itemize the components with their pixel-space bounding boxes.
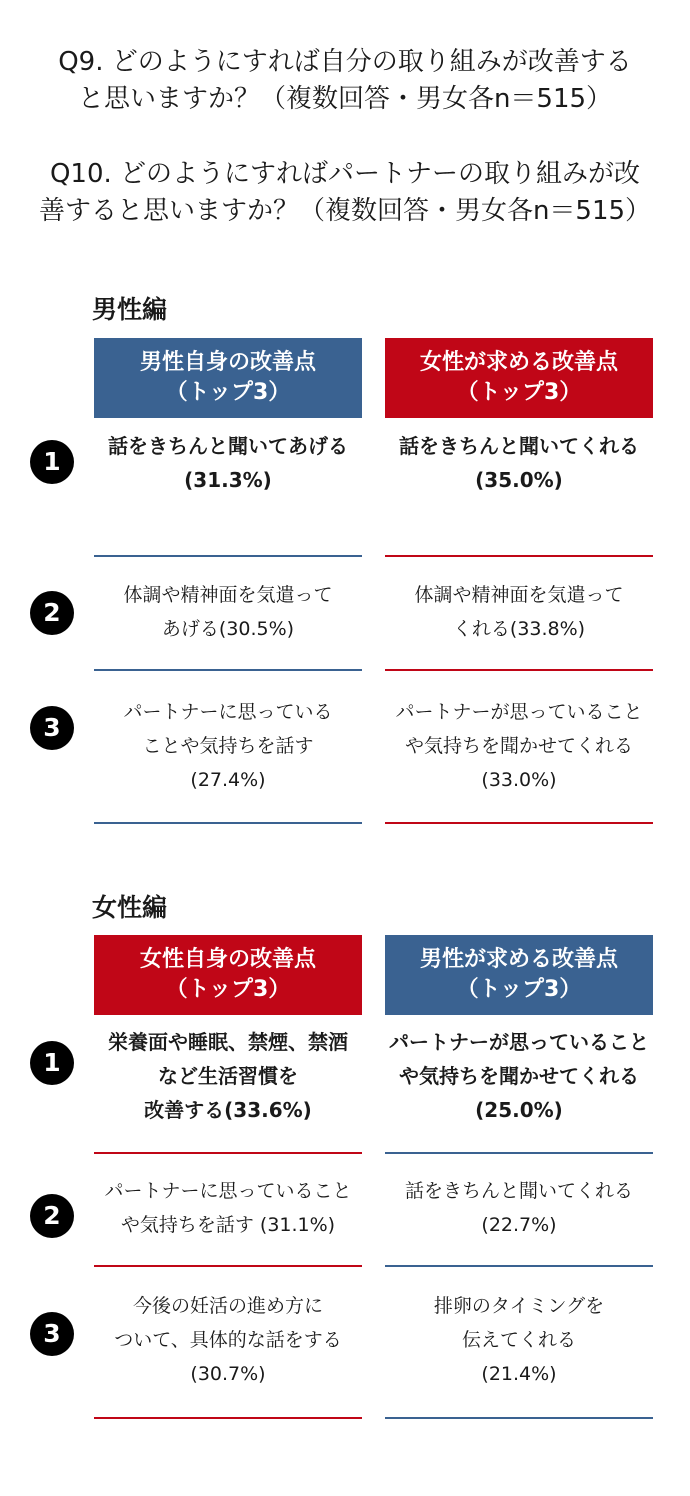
item-line: 体調や精神面を気遣って [123,584,333,606]
divider [94,1417,362,1419]
item-line: パートナーが思っていること [389,1030,649,1054]
women-self-item-2 [94,1174,362,1242]
women-self-item-1 [94,1025,362,1127]
divider [385,822,653,824]
section-title-men: 男性編 [92,295,168,324]
header-line: 女性自身の改善点 [139,947,316,972]
header-line: （トップ3） [456,977,582,1002]
item-line: など生活習慣を [158,1064,298,1088]
men-wanted-item-3 [385,695,653,797]
men-wanted-item-1 [385,429,653,497]
rank-badge: 1 [30,1041,74,1085]
item-line: (30.7%) [190,1363,266,1385]
item-line: 今後の妊活の進め方に [132,1295,323,1317]
rank-badge: 2 [30,1194,74,1238]
men-wanted-item-2 [385,578,653,646]
item-line: 伝えてくれる [461,1329,576,1351]
rank-badge: 1 [30,440,74,484]
women-wanted-item-1 [385,1025,653,1127]
rank-badge: 2 [30,591,74,635]
item-line: (21.4%) [481,1363,557,1385]
divider [385,555,653,557]
item-line: ことや気持ちを話す [142,735,314,757]
rank-badge: 3 [30,706,74,750]
rank-badge: 3 [30,1312,74,1356]
header-women-self [94,935,362,1015]
item-line: くれる(33.8%) [452,618,586,640]
item-line: 改善する(33.6%) [144,1098,312,1122]
item-line: (35.0%) [475,468,563,492]
item-line: 栄養面や睡眠、禁煙、禁酒 [108,1030,348,1054]
women-wanted-item-3 [385,1289,653,1391]
question-q9 [0,44,690,118]
item-line: パートナーが思っていること [395,701,643,723]
question-line: Q10. どのようにすればパートナーの取り組みが改 [49,159,641,189]
divider [385,1265,653,1267]
item-line: (22.7%) [481,1214,557,1236]
divider [385,669,653,671]
question-line: と思いますか？（複数回答・男女各n＝515） [77,84,613,114]
item-line: (25.0%) [475,1098,563,1122]
item-line: (27.4%) [190,769,266,791]
header-line: 女性が求める改善点 [419,350,618,375]
item-line: 体調や精神面を気遣って [414,584,624,606]
question-q10 [0,156,690,230]
question-line: Q9. どのようにすれば自分の取り組みが改善する [58,47,632,77]
women-self-item-3 [94,1289,362,1391]
item-line: パートナーに思っている [123,701,333,723]
header-line: 男性自身の改善点 [139,350,316,375]
header-men-self [94,338,362,418]
header-line: （トップ3） [165,977,291,1002]
header-men-wanted-by-women [385,338,653,418]
divider [94,555,362,557]
header-line: 男性が求める改善点 [419,947,618,972]
item-line: 話をきちんと聞いてあげる [108,434,348,458]
divider [385,1417,653,1419]
item-line: 話をきちんと聞いてくれる [404,1180,633,1202]
header-line: （トップ3） [456,380,582,405]
divider [94,669,362,671]
header-line: （トップ3） [165,380,291,405]
item-line: や気持ちを話す (31.1%) [120,1214,336,1236]
item-line: あげる(30.5%) [161,618,295,640]
women-wanted-item-2 [385,1174,653,1242]
men-self-item-3 [94,695,362,797]
divider [94,1265,362,1267]
item-line: 排卵のタイミングを [433,1295,605,1317]
divider [94,1152,362,1154]
item-line: や気持ちを聞かせてくれる [404,735,633,757]
item-line: パートナーに思っていること [104,1180,352,1202]
item-line: 話をきちんと聞いてくれる [399,434,639,458]
header-women-wanted-by-men [385,935,653,1015]
item-line: (31.3%) [184,468,272,492]
item-line: や気持ちを聞かせてくれる [399,1064,639,1088]
section-title-women: 女性編 [92,893,168,922]
divider [94,822,362,824]
divider [385,1152,653,1154]
men-self-item-1 [94,429,362,497]
item-line: ついて、具体的な話をする [114,1329,342,1351]
question-line: 善すると思いますか？（複数回答・男女各n＝515） [38,196,652,226]
men-self-item-2 [94,578,362,646]
item-line: (33.0%) [481,769,557,791]
